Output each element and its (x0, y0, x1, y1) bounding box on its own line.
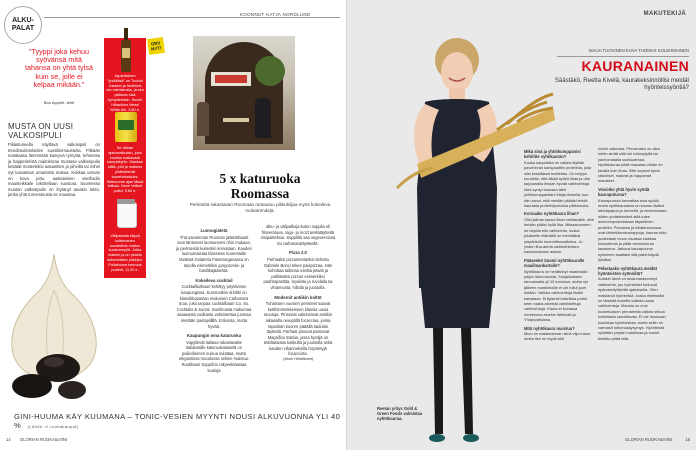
author-signature: (Jenni Hihtiläinen) (282, 357, 314, 362)
badge-line-1: ALKU- (12, 17, 34, 24)
footer-right: GLORIAN RUOKA&VIINI (624, 437, 672, 442)
question: Pääseekö Suomi nyhtökauralle maailmankartalle? (524, 257, 585, 269)
yoghurt-jar-image (117, 202, 137, 228)
rome-street-photo (193, 36, 295, 150)
answer: koviin valtuvisa. Perusmaku on aika mieto sinää siitä ole tottunytyttä tai yachomatalla suulsuotmaa. Nyhtökauraa pitää maustaa vähän en tavalla kuin lihaa. Sille sopivat hyvin rakkeiset, makeat ja happamat mausteet. (598, 146, 663, 184)
subhead: Pizza 2.0 (289, 250, 307, 256)
badge-line-2: PALAT (11, 25, 35, 32)
answer: Kaurapuuroa kannattaa aina syödä, mutta nyhtökaurassa on kauran lisäksi härkäpapua ja herneitä, ja nimenomaan niiden yhdistelmänä siitä tulee aminohoposhoistaan täydellinen proteiini. Prevassa ja kikatenomussa ovat tärheitäaminohappoja, kauran tuttu pudestaan muun muassa siakkaa koksuttenia ja pitää verenokeran tasaisena. Jatkuva kaurapuuron syöminen saattaisi sitä paitsi käydä tylsäksi. (598, 197, 667, 263)
article-column-1 (176, 224, 252, 373)
gin-banner (14, 412, 346, 430)
question: Mitä nyhtökaura maistuu? (524, 325, 575, 331)
product-text-3: Välipalosta käyvä kulttunanen koostuttuä maitoo kuukunmyöä. Jotka makein ja on palaitu kaksinkisten pirkkien. Pullakuusa keurous pudeet, 11,29 e. (107, 234, 143, 272)
answer: Olisi jalinas sanoa lihan vaihtavaille, että heidän pitäisi hyllä liha. Mitasamoneen on tarjolla elle vaihtoehto, koska jokaiselle elämältä on merkittävä ympäristön kuormittusvaikutus. Jo yhden liha-ateria vaihtoehtoisen kasvisruokaan auttaa. (524, 216, 594, 255)
section-label: MAKUTEKIJÄ (643, 11, 686, 17)
left-byline: KOONNUT KATJA NORDLUND (240, 12, 311, 17)
answer: Aniakin tämä on tavannaskevempi vaihtoehto, jos hyönteiset tuntuvat epämieellyttäviltä ajatuksella. Olen maistanut hyönteisiä, koska mielestäni on tärkeää kokeilla kaikkia uusia vaihtoehtoja. Mausta on ensi kookekuksen perusteella vaikea sekoa kohtelasta sanoittavaa. Ei ole muukaan kuuluttaa hyönteiskaa, mutta sekin on varmasti tottumuskysymys. Hyönteistä syödään ympäri maailmaa ja monet tiedelta pitää niitä. (598, 276, 666, 341)
page-number-left: 14 (6, 437, 11, 442)
article-column-2 (260, 224, 336, 363)
banner-text: GINI-HUUMA KÄY KUUMANA – TONIC-VESIEN MYYNTI NOUSI ALKUVUONNA YLI 40 % (14, 412, 341, 430)
answer: Mum on maistarensan siinä vilja maun, mutta itse en löydä sitä (524, 331, 592, 342)
black-garlic-image (2, 250, 106, 402)
product-text-2: Se vikkae ajalmaalkutalu, joka kuultuu makavasti kampiatylön. Maukas siitiä, pirit ja makeus yhdistelevät tuorehekastuks. Wekumme ajan tässä talihaa. Hane Veitket pullot, 5,60 e. (106, 146, 144, 194)
footer-left: GLORIAN RUOKA&VIINI (20, 437, 68, 442)
subhead: Kokeileva cocktail (195, 277, 233, 283)
paragraph: Tuhansien vuosien perinteet saavat kettilömmekkeiseen klassia uusia muotoja. Pinsenat valmistavat antiikin aikaasilla reseptillä focacciaa, jonka raposkan kuoren pääällä taidolan täytteitä. Parhaat pinseat paistuvat Magnificu Eatsia, jossa hyväjä on tiskiltataistia kotikulta ja juustolla sekä kauden vihanneksilla höystetyjä focacciota. (263, 301, 333, 357)
right-byline: MAIJA TUOVINEN KUVA THOMAS KOLEHMAINEN (588, 48, 689, 53)
page-number-right: 15 (685, 437, 690, 442)
question: Pelastaako nyhtökaura meidät hyönteisten syönniltä? (598, 265, 657, 276)
paragraph: Yhä useamman Rooman jäätelöbaarit ovat tänteneet luomuneeni ohin mukaan, ja perinteisiä kuitenkin korvataan. Kauden luomumaistaa klassisen kuorestalle tävässä Gelateria Fatamorganassa on tarjolla esimerkiksi gorgonzola- ja basilikajäätelöä. (176, 234, 252, 274)
interview-lede: Säästäkö, Reetta Kivelä, kaurakeksinnöllisi meidät hyönteissyöntiä? (554, 78, 689, 92)
alkupalat-badge (4, 6, 42, 44)
paragraph: Cocktailkulttuuri kehittyy pöytävinen kaupungissa. Kummatkiin drinkki on klassikkopastan makuinen Carbonara Sour, joka tarjoaa cocktailbaari Co. So. Cocktails & Social. Sanihnasta makumaa saaavasta vodkasta valmistettua juomaa imetään pastapillillä. Erikoista, mutta hyvää. (176, 284, 252, 329)
title-rule (557, 56, 689, 57)
paragraph: Vapyilevät italiasa rakastavatte italialaisille katuruokalaiselä on paikoiheinen suisua sulattaa, mutta elegantissa muodossa sekine maistuu. Ruokbaari Supplizio rakyeeklaasiaa kuuluja (178, 339, 250, 373)
answer: Kuuka kaupalista on valkea tilyttää pavohevan kanspaattiin proteiinia, joka olisi keskitässä tuotteitas. On helppo huudella, että älkää syökö lihaa ja olisi tarjoamalla ilmaan hyvää vaihtoehtoja. Idea syntyi kauraan tähti yhtiökumppanitani Maija Ikosella, kun hän sanoi, että meidän pitääisi tehdä kaurasta proteiinipohoisia pätkäruoka. (524, 159, 592, 209)
beer-bottle-image (120, 28, 132, 72)
question: Mikä sinä ja yhtiökumppanisi kehititte vyhtikauran? (524, 149, 581, 160)
sidebar-title: MUSTA ON UUSI VALKOSIPULI (8, 122, 74, 140)
banner-source: (Lähde: K-ruokakaupat) (27, 424, 79, 429)
grv-sticker: GRV NYT! (147, 37, 165, 55)
interview-title: KAURANAINEN (581, 58, 689, 74)
subhead: Kaupungin oma katuruoka (186, 333, 242, 339)
left-page (0, 0, 347, 450)
question: Voisinko yhtä hyvin syödä kauraputuroa? (598, 186, 650, 198)
pull-quote: "Tyyppi joka kehuu syövänsä mitä tahansa on yhtä tylsä kuin se, jolle ei kelpaa mikään." (25, 47, 93, 89)
top-rule (44, 17, 340, 18)
right-page (347, 0, 696, 450)
product-text-1: Japanilainen "yhtälöisä" on Tuohot Jukalon ja hedelmä ran valmistusta, ja sen pääosin sisä hymytietoisin. Suoch Hibachino Mead White Ale, 3,80 e. (106, 74, 144, 112)
subhead: Luonugiätetä (200, 228, 228, 233)
interview-column-2 (598, 146, 668, 341)
quote-source: Bon Appetit -lehti (43, 100, 75, 105)
drink-can-image (115, 112, 137, 142)
interview-column-1 (524, 146, 594, 342)
answer: Nyhtökaura on herättänyt maailmalla paljon kiinnostusta. Sosjaluottaan tarvoamalla yli 10 tunnissa, mutta nyt jälkeen markkinoille ei ole tullut juuri mitään. Valikka vaihtoehtoja lihalle kaivataan. Erityisesti toisellisia protei seen raaka-aineista valmistettuja vaihtoehtoja. Kaura ei kovaasa ironteenna eksrkin lähtevää ja Yhdysvaltoissa. (524, 268, 589, 323)
paragraph: Parhaaksi pizzamestariksi tiehuttu Gabriele Bonci tekee paispizzaa. Hän kohottaa taikinaa useilta päiviä ja palkitseksi pizzan esimerkiksi paahtopastitta, sipulista ja ruvolalla tai vihannusta, hillolla ja juustolla. (263, 256, 333, 290)
question: Korvaako nyhtökaura lihan? (524, 211, 580, 217)
article-lede: Perinteitä rakastavan Roomaan rantautuu pikkuhiljaa myös kokeileva ruokatrendejä. (189, 202, 331, 213)
sidebar-body: Piilantuneella näyttävä valkosipuli on trendiraviintoloiden suosikkimausteita. Pitkään matalassa lämmössä kasvyvä tyrnyttä, tehnessa ja happetimistä maitokoraa mustasa valkosipulia kesätät moitenkiksi aasaeitten ja pihvillä tai mihin nyt kaivatisan umamista makua. Kokkaa urnami on kova juttu, aasiatoisien vaelhadin mausteikkaile ioktotellaan suosiota. Suomessa mustan valkosipulin on löytänyt ainakin tekto, jonka yhtä tunnestuusta se maustaa. (8, 142, 100, 198)
photo-caption: Reetan yritys Gold & Green Foods valmistaa nyhtökauraa. (377, 406, 423, 422)
article-title: 5 x katuruoka Roomassa (219, 171, 301, 201)
subhead: Modernit antiikin kolttö (274, 294, 322, 300)
paragraph: alku- ja välipalkoja kuten supplia eli friteeratuua, ragu- ja mozzarellatäytteitä riisipaitteksia. Supplilta saa vegeversiona tai carbonaratäytteellä. (260, 224, 336, 246)
